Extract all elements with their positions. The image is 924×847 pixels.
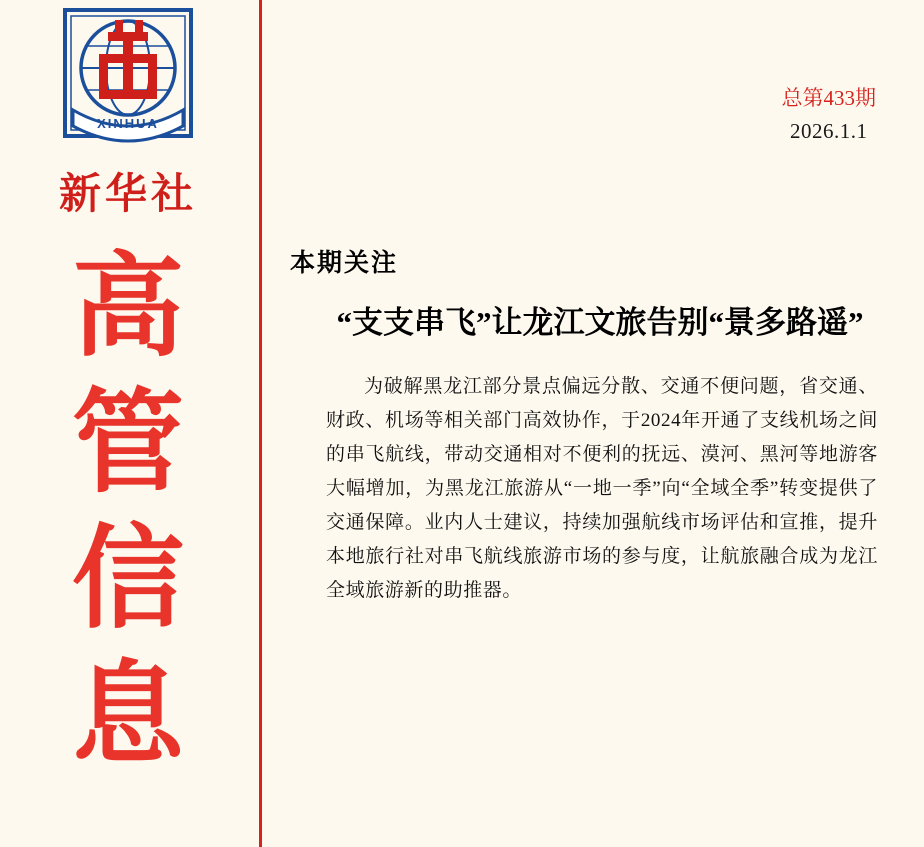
article-body: 为破解黑龙江部分景点偏远分散、交通不便问题，省交通、财政、机场等相关部门高效协作，于2024年开通了支线机场之间的串飞航线，带动交通相对不便利的抚远、漠河、黑河等地游客大幅增加，为黑龙江旅游从“一地一季”向“全域全季”转变提供了交通保障。业内人士建议，持续加强航线市场评估和宣推，提升本地旅行社对串飞航线旅游市场的参与度，让航旅融合成为龙江全域旅游新的助推器。 [326, 376, 878, 601]
vertical-title-char-2: 信 [72, 518, 184, 642]
issue-date: 2026.1.1 [790, 118, 868, 143]
section-label: 本期关注 [290, 250, 399, 277]
article-headline: “支支串飞”让龙江文旅告别“景多路遥” [336, 305, 864, 340]
publication-vertical-title [72, 240, 184, 784]
issue-number-suffix: 期 [855, 86, 876, 110]
vertical-divider [259, 0, 262, 847]
vertical-title-char-0: 高 [72, 246, 184, 370]
emblem-ribbon-text: XINHUA [97, 116, 159, 131]
issue-number-prefix: 总第 [781, 86, 824, 110]
agency-name-calligraphy [43, 160, 213, 222]
issue-info [782, 82, 877, 147]
masthead-column [0, 0, 256, 847]
agency-name-text: 新华社 [58, 172, 198, 218]
vertical-title-char-1: 管 [72, 382, 184, 506]
issue-number-line [782, 82, 877, 115]
content-column [272, 0, 924, 847]
issue-number-value: 433 [823, 86, 855, 110]
vertical-title-char-3: 息 [72, 654, 184, 778]
xinhua-emblem-icon [53, 6, 203, 156]
